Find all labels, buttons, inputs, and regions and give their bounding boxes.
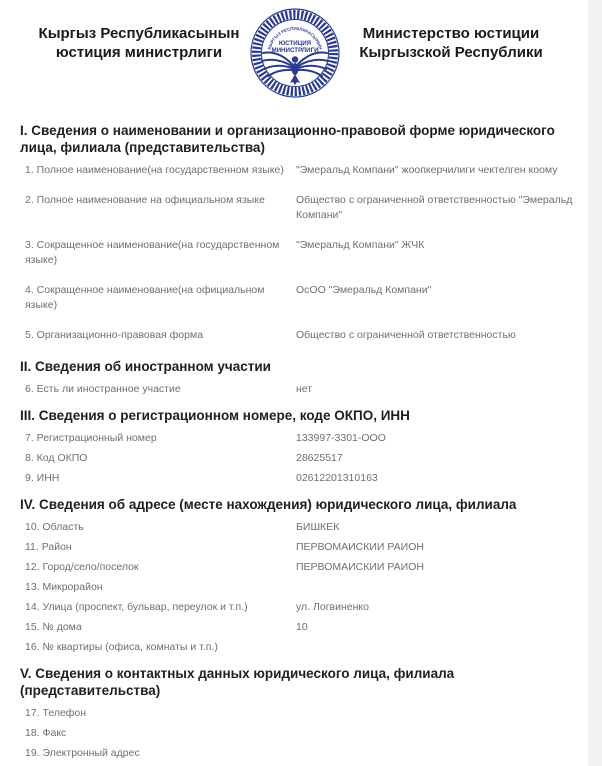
section-address (20, 496, 574, 655)
field-label: 1. Полное наименование(на государственном языке) (25, 164, 284, 176)
form-row (20, 382, 574, 397)
field-label: 9. ИНН (25, 472, 60, 484)
field-label: 18. Факс (25, 727, 67, 739)
emblem-text-line1: ЮСТИЦИЯ (278, 40, 312, 47)
form-row (20, 520, 574, 535)
form-row (20, 328, 574, 343)
field-label: 13. Микрорайон (25, 581, 103, 593)
field-label: 8. Код ОКПО (25, 452, 88, 464)
field-label: 16. № квартиры (офиса, комнаты и т.п.) (25, 641, 218, 653)
form-row (20, 746, 574, 761)
field-value: ул. Логвиненко (296, 601, 369, 613)
field-value: 02612201310163 (296, 472, 378, 484)
field-value (296, 726, 574, 741)
emblem-text-line2: МИНИСТРЛИГИ (271, 47, 319, 54)
form-row (20, 640, 574, 655)
field-value: Общество с ограниченной ответственностью (296, 329, 516, 341)
field-value (296, 580, 574, 595)
field-value: ОсОО "Эмеральд Компани" (296, 284, 432, 296)
section-title: II. Сведения об иностранном участии (20, 359, 271, 374)
form-row (20, 560, 574, 575)
form-row (20, 580, 574, 595)
field-value: 28625517 (296, 452, 343, 464)
field-value (296, 640, 574, 655)
header-title-kyrgyz-line1: Кыргыз Республикасынын (38, 25, 240, 42)
section-name-and-legal-form (20, 122, 574, 343)
field-label: 6. Есть ли иностранное участие (25, 383, 181, 395)
section-title: IV. Сведения об адресе (месте нахождения) юридического лица, филиала (20, 497, 517, 512)
field-label: 10. Область (25, 521, 84, 533)
field-label: 3. Сокращенное наименование(на государственном языке) (25, 239, 280, 266)
section-registration-numbers (20, 407, 574, 486)
form-row (20, 726, 574, 741)
section-title: V. Сведения о контактных данных юридического лица, филиала (представительства) (20, 666, 455, 698)
field-label: 11. Район (25, 541, 72, 553)
field-label: 15. № дома (25, 621, 82, 633)
field-value: БИШКЕК (296, 521, 340, 533)
form-row (20, 163, 574, 178)
field-label: 4. Сокращенное наименование(на официальном языке) (25, 284, 265, 311)
form-row (20, 431, 574, 446)
header-title-kyrgyz (30, 24, 248, 62)
section-title: I. Сведения о наименовании и организационно-правовой форме юридического лица, филиала (представительства) (20, 123, 555, 155)
form-row (20, 471, 574, 486)
field-label: 5. Организационно-правовая форма (25, 329, 204, 341)
form-row (20, 620, 574, 635)
field-label: 14. Улица (проспект, бульвар, переулок и т.п.) (25, 601, 248, 613)
section-foreign-participation (20, 358, 574, 397)
header-title-russian-line2: Кыргызской Республики (359, 44, 543, 61)
header-title-russian-line1: Министерство юстиции (362, 25, 540, 42)
field-value (296, 746, 574, 761)
emblem-arc-text: КЫРГЫЗ РЕСПУБЛИКАСЫНЫН (266, 25, 324, 51)
document-header (0, 0, 588, 98)
section-title: III. Сведения о регистрационном номере, коде ОКПО, ИНН (20, 408, 410, 423)
section-contact-data (20, 665, 574, 761)
field-label: 7. Регистрационный номер (25, 432, 157, 444)
field-value: "Эмеральд Компани" жоопкерчилиги чектелген коому (296, 164, 558, 176)
ministry-of-justice-emblem-icon (250, 8, 340, 98)
form-row (20, 540, 574, 555)
field-label: 19. Электронный адрес (25, 747, 140, 759)
form-row (20, 238, 574, 268)
field-value: нет (296, 383, 313, 395)
form-row (20, 706, 574, 721)
document-body (0, 122, 588, 761)
form-row (20, 600, 574, 615)
field-value (296, 706, 574, 721)
form-row (20, 451, 574, 466)
field-value: 10 (296, 621, 308, 633)
form-row (20, 193, 574, 223)
field-value: Общество с ограниченной ответственностью "Эмеральд Компани" (296, 194, 573, 221)
form-row (20, 283, 574, 313)
field-label: 2. Полное наименование на официальном языке (25, 194, 265, 206)
field-label: 12. Город/село/поселок (25, 561, 139, 573)
field-label: 17. Телефон (25, 707, 87, 719)
field-value: "Эмеральд Компани" ЖЧК (296, 239, 425, 251)
field-value: ПЕРВОМАИСКИИ РАИОН (296, 541, 424, 553)
header-title-russian (342, 24, 560, 62)
header-title-kyrgyz-line2: юстиция министрлиги (55, 44, 223, 61)
field-value: 133997-3301-ООО (296, 432, 386, 444)
field-value: ПЕРВОМАИСКИИ РАИОН (296, 561, 424, 573)
